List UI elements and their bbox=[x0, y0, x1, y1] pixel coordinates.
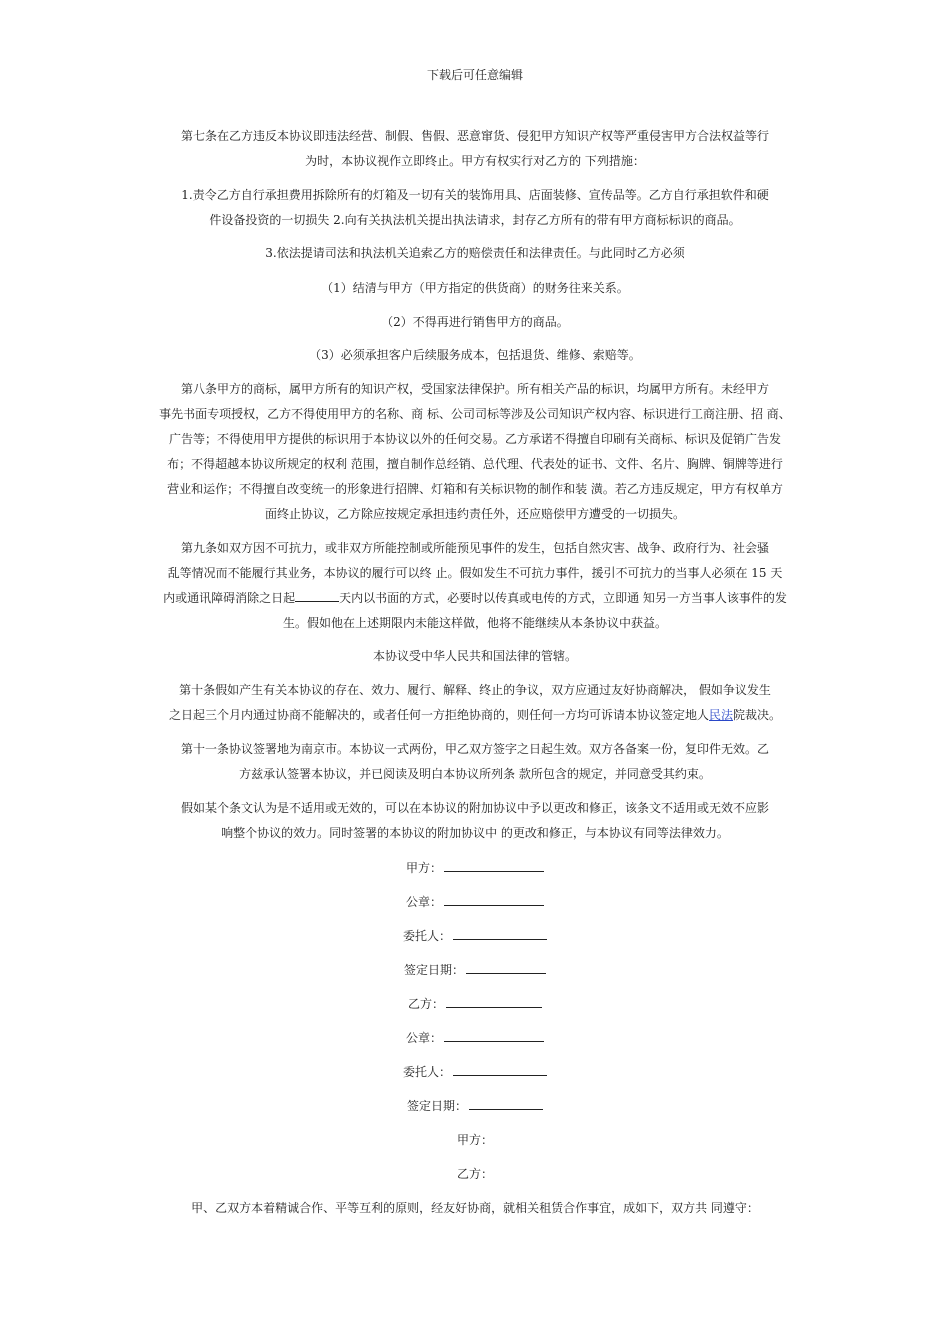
sig-date-a-label: 签定日期： bbox=[403, 963, 464, 977]
sig-party-a-label: 甲方： bbox=[405, 861, 442, 875]
sub-measure-1: （1）结清与甲方（甲方指定的供货商）的财务往来关系。 bbox=[321, 281, 629, 295]
article-7-line-1: 第七条在乙方违反本协议即违法经营、制假、售假、恶意窜货、侵犯甲方知识产权等严重侵害甲方合法权益等行 bbox=[180, 129, 769, 143]
severability-clause bbox=[140, 796, 810, 846]
closing-intro: 甲、乙双方本着精诚合作、平等互利的原则，经友好协商，就相关租赁合作事宜，成如下，双方共 同遵守： bbox=[191, 1201, 759, 1215]
sig-date-b bbox=[0, 1096, 950, 1116]
article-9-line-3-start: 内或通讯障碍消除之日起 bbox=[163, 591, 296, 605]
sub-measure-3: （3）必须承担客户后续服务成本，包括退货、维修、索赔等。 bbox=[309, 348, 641, 362]
article-10-line-2-end: 院裁决。 bbox=[733, 708, 782, 722]
sig-party-a bbox=[0, 858, 950, 878]
severability-line-2: 响整个协议的效力。同时签署的本协议的附加协议中 的更改和修正，与本协议有同等法律效力。 bbox=[221, 826, 729, 840]
article-7-line-2: 为时，本协议视作立即终止。甲方有权实行对乙方的 下列措施： bbox=[305, 154, 645, 168]
sig-seal-b-label: 公章： bbox=[405, 1031, 442, 1045]
article-7 bbox=[140, 124, 810, 174]
measure-1-2 bbox=[140, 183, 810, 233]
sig-date-b-label: 签定日期： bbox=[406, 1099, 467, 1113]
article-8 bbox=[140, 377, 810, 527]
sig-agent-a-label: 委托人： bbox=[402, 929, 451, 943]
sig-date-a bbox=[0, 960, 950, 980]
closing-party-a: 甲方： bbox=[456, 1133, 493, 1147]
article-9-line-1: 第九条如双方因不可抗力，或非双方所能控制或所能预见事件的发生，包括自然灾害、战争、政府行为、社会骚 bbox=[180, 541, 769, 555]
sig-agent-a-line[interactable] bbox=[453, 926, 547, 940]
article-10-line-2-start: 之日起三个月内通过协商不能解决的，或者任何一方拒绝协商的，则任何一方均可诉请本协议签定地人 bbox=[168, 708, 709, 722]
article-8-line-3: 广告等；不得使用甲方提供的标识用于本协议以外的任何交易。乙方承诺不得擅自印刷有关商标、标识及促销广告发 bbox=[168, 432, 781, 446]
article-8-line-5: 营业和运作；不得擅自改变统一的形象进行招牌、灯箱和有关标识物的制作和装 潢。若乙方违反规定，甲方有权单方 bbox=[167, 482, 783, 496]
sig-agent-a bbox=[0, 926, 950, 946]
article-8-line-1: 第八条甲方的商标，属甲方所有的知识产权，受国家法律保护。所有相关产品的标识，均属甲方所有。未经甲方 bbox=[180, 382, 769, 396]
days-blank bbox=[295, 588, 339, 602]
sig-seal-a bbox=[0, 892, 950, 912]
sig-agent-b-line[interactable] bbox=[453, 1062, 547, 1076]
article-9 bbox=[140, 536, 810, 636]
article-9-line-3 bbox=[140, 586, 810, 611]
sub-measure-2: （2）不得再进行销售甲方的商品。 bbox=[381, 315, 569, 329]
sig-party-b-line[interactable] bbox=[446, 994, 542, 1008]
article-11-line-2: 方兹承认签署本协议，并已阅读及明白本协议所列条 款所包含的规定，并同意受其约束。 bbox=[239, 767, 711, 781]
sig-agent-b bbox=[0, 1062, 950, 1082]
article-9-line-2: 乱等情况而不能履行其业务，本协议的履行可以终 止。假如发生不可抗力事件，援引不可抗力的当事人必须在 15 天 bbox=[167, 566, 783, 580]
measure-1-line-2: 件设备投资的一切损失 2.向有关执法机关提出执法请求，封存乙方所有的带有甲方商标标识的商品。 bbox=[209, 213, 741, 227]
article-8-line-4: 布；不得超越本协议所规定的权利 范围，擅自制作总经销、总代理、代表处的证书、文件、名片、胸牌、铜牌等进行 bbox=[167, 457, 783, 471]
closing-party-b: 乙方： bbox=[456, 1167, 493, 1181]
article-11-line-1: 第十一条协议签署地为南京市。本协议一式两份，甲乙双方签字之日起生效。双方各备案一份，复印件无效。乙 bbox=[180, 742, 769, 756]
civil-law-link[interactable]: 民法 bbox=[708, 708, 733, 722]
sig-seal-a-label: 公章： bbox=[405, 895, 442, 909]
page-header: 下载后可任意编辑 bbox=[426, 68, 523, 82]
article-10-line-1: 第十条假如产生有关本协议的存在、效力、履行、解释、终止的争议，双方应通过友好协商解决， 假如争议发生 bbox=[179, 683, 771, 697]
governing-law: 本协议受中华人民共和国法律的管辖。 bbox=[372, 649, 577, 663]
sig-party-a-line[interactable] bbox=[444, 858, 544, 872]
sig-seal-b bbox=[0, 1028, 950, 1048]
sig-agent-b-label: 委托人： bbox=[402, 1065, 451, 1079]
measure-1-line-1: 1.责令乙方自行承担费用拆除所有的灯箱及一切有关的装饰用具、店面装修、宣传品等。乙方自行承担软件和硬 bbox=[181, 188, 769, 202]
article-8-line-6: 面终止协议，乙方除应按规定承担违约责任外，还应赔偿甲方遭受的一切损失。 bbox=[264, 507, 685, 521]
article-11 bbox=[140, 737, 810, 787]
measure-3: 3.依法提请司法和执法机关追索乙方的赔偿责任和法律责任。与此同时乙方必须 bbox=[265, 246, 685, 260]
severability-line-1: 假如某个条文认为是不适用或无效的，可以在本协议的附加协议中予以更改和修正，该条文不适用或无效不应影 bbox=[180, 801, 769, 815]
article-9-line-4: 生。假如他在上述期限内未能这样做，他将不能继续从本条协议中获益。 bbox=[282, 616, 667, 630]
sig-seal-b-line[interactable] bbox=[444, 1028, 544, 1042]
article-10-line-2 bbox=[140, 703, 810, 728]
article-8-line-2: 事先书面专项授权，乙方不得使用甲方的名称、商 标、公司司标等涉及公司知识产权内容、标识进行工商注册、招 商、 bbox=[159, 407, 791, 421]
sig-seal-a-line[interactable] bbox=[444, 892, 544, 906]
article-10 bbox=[140, 678, 810, 728]
sig-date-b-line[interactable] bbox=[469, 1096, 543, 1110]
sig-date-a-line[interactable] bbox=[466, 960, 546, 974]
article-9-line-3-end: 天内以书面的方式，必要时以传真或电传的方式，立即通 知另一方当事人该事件的发 bbox=[339, 591, 787, 605]
sig-party-b-label: 乙方： bbox=[407, 997, 444, 1011]
sig-party-b bbox=[0, 994, 950, 1014]
